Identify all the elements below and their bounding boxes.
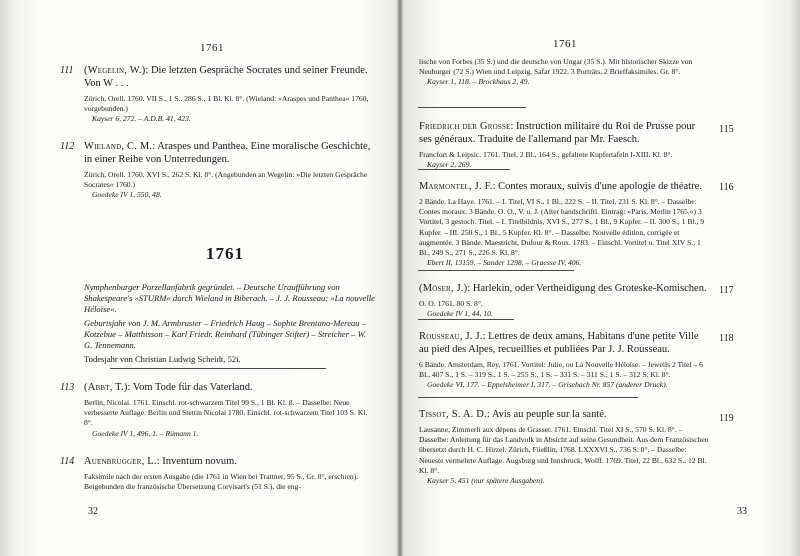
entry-title xyxy=(84,64,374,90)
section-rule xyxy=(418,107,526,108)
right-page xyxy=(403,0,800,556)
page-number: 32 xyxy=(88,506,98,517)
bibliography-entry xyxy=(419,408,734,486)
entry-author: Marmontel, J. F. xyxy=(419,181,493,192)
entry-author: Wieland, C. M. xyxy=(84,141,153,152)
entry-author: Auenbrugger, L. xyxy=(84,456,157,467)
entry-number: 112 xyxy=(60,141,75,152)
section-rule xyxy=(418,169,510,170)
entry-number: 114 xyxy=(60,456,75,467)
section-rule xyxy=(418,397,638,398)
entry-title xyxy=(84,140,376,166)
entry-title-text: : Contes moraux, suivis d'une apologie de théatre. xyxy=(492,181,702,192)
entry-references: Kayser 6, 272. – A.D.B. 41, 423. xyxy=(92,114,191,124)
section-rule xyxy=(418,319,514,320)
entry-title xyxy=(419,120,704,146)
entry-description: Lausanne, Zimmerli aux dépens de Grasset. 1761. Einschl. Titel XI S., 570 S. Kl. 8°. – Dasselbe: Anleitung für das Landvolk in Absicht auf seine Gesundheit. Aus dem Französischen übersetzt durch H. C. Hirzel. Zürich, Füeßlin, 1768. LXXXVI S., 736 S. 8°. – Dasselbe: Neueste vermehrte Auflage. Augsburg und Innsbruck, Wolff. 1769. Titel, 22 Bl., 632 S., 12 Bl. Kl. 8°. xyxy=(419,425,709,475)
bibliography-entry xyxy=(60,140,376,201)
bibliography-entry xyxy=(419,180,734,268)
bibliography-entry xyxy=(419,120,734,170)
entry-number: 119 xyxy=(719,413,734,424)
bibliography-entry xyxy=(60,381,376,439)
entry-description: Francfort & Leipsic. 1761. Titel, 2 Bl., 164 S., gefaltete Kupfertafeln I-XIII. Kl. 8°. xyxy=(419,150,673,159)
section-rule xyxy=(418,270,574,271)
entry-references: Kayser 2, 269. xyxy=(427,160,472,170)
entry-title xyxy=(84,455,376,468)
entry-author: (Möser, J.) xyxy=(419,283,468,294)
bibliography-entry xyxy=(419,282,734,319)
entry-title-text: : Lettres de deux amans, Habitans d'une petite Ville au pied des Alpes, recueillies et publiées Par J. J. Rousseau. xyxy=(419,331,699,355)
entry-title xyxy=(84,381,376,394)
entry-description: O. O. 1761. 80 S. 8°. xyxy=(419,299,483,308)
entry-title xyxy=(419,180,709,193)
entry-number: 111 xyxy=(60,65,74,76)
bibliography-entry xyxy=(60,64,374,125)
entry-number: 117 xyxy=(719,285,734,296)
chronicle-deaths: Todesjahr von Christian Ludwig Scheidt, 52i. xyxy=(84,354,241,364)
entry-author: (Abbt, T.) xyxy=(84,382,128,393)
page-number: 33 xyxy=(737,506,747,517)
entry-author: Tissot, S. A. D. xyxy=(419,409,487,420)
entry-references: Goedeke VI, 177. – Eppelsheimer I, 317. – Grisebach Nr. 857 (anderer Druck). xyxy=(427,380,668,390)
bibliography-entry xyxy=(419,330,734,391)
section-rule xyxy=(110,368,326,369)
entry-references: Kayser 5, 451 (nur spätere Ausgaben). xyxy=(427,476,545,486)
entry-title-text: : Instruction militaire du Roi de Prusse pour ses généraux. Traduite de l'allemand par Mr. Faesch. xyxy=(419,121,696,145)
entry-references: Kayser 1, 118. – Brockhaus 2, 49. xyxy=(427,77,530,87)
entry-author: Rousseau, J. J. xyxy=(419,331,483,342)
entry-title-text: : Die letzten Gespräche Socrates und seiner Freunde. Von W . . . xyxy=(84,65,368,89)
entry-number: 116 xyxy=(719,182,734,193)
entry-description: lische von Forbes (35 S.) und die deutsche von Ungar (35 S.). Mit historischer Skizze von Neuburger (72 S.) Wien und Leipzig, Safar 1922. 3 Porträts, 2 Brieffaksimiles. Gr. 8°. xyxy=(419,57,693,77)
entry-title xyxy=(419,282,709,295)
entry-number: 115 xyxy=(719,124,734,135)
chronicle-events: Nymphenburger Porzellanfabrik gegründet. – Deutsche Uraufführung von Shakespeare's »STURM« durch Wieland in Biberach. – J. J. Rousseau: »La nouvelle Héloïse«. xyxy=(84,282,375,314)
year-chronicle xyxy=(84,282,376,368)
entry-description: Zürich, Orell. 1760. XVI S., 262 S. Kl. 8°. (Angebunden an Wegelin: »Die letzten Gespräche Socrates« 1760.) xyxy=(84,170,368,190)
entry-title-text: : Harlekin, oder Vertheidigung des Groteske-Komischen. xyxy=(467,283,707,294)
entry-author: Friedrich der Grosse xyxy=(419,121,511,132)
entry-description: 6 Bände. Amsterdam, Rey, 1761. Vortitel: Julie, ou La Nouvelle Héloïse. – Jeweils 2 Titel – 6 Bl., 407 S., 1 S. – 319 S., 1 S. – 255 S., 1 S. – 331 S. – 311 S., 1 S. – 312 S. Kl. 8°. xyxy=(419,360,703,380)
entry-title-text: : Araspes und Panthea. Eine moralische Geschichte, in einer Reihe von Unterredungen. xyxy=(84,141,371,165)
chronicle-births: Geburtsjahr von J. M. Armbruster – Friedrich Haug – Sophie Brentano-Mereau – Kotzebue – Matthisson – Karl Friedr. Reinhard (Tübinger Stifter) – Streicher – W. G. Tennemann. xyxy=(84,318,367,350)
year-heading: 1761 xyxy=(206,244,244,263)
entry-title-text: : Vom Tode für das Vaterland. xyxy=(127,382,253,393)
entry-title-text: : Avis au peuple sur la santé. xyxy=(486,409,607,420)
entry-title-text: : Inventum novum. xyxy=(156,456,237,467)
entry-description: Berlin, Nicolai. 1761. Einschl. rot-schwarzem Titel 99 S., 1 Bl. Kl. 8. – Dasselbe: Neue verbesserte Auflage. Berlin und Stettin Nicolai 1780. Einschl. rot-schwarzem Titel 103 S. Kl. 8°. xyxy=(84,398,368,428)
entry-number: 118 xyxy=(719,333,734,344)
bibliography-entry xyxy=(60,455,376,492)
entry-number: 113 xyxy=(60,382,75,393)
entry-description: 2 Bände. La Haye. 1761. – I. Titel, VI S., 1 Bl., 222 S. – II. Titel, 231 S. Kl. 8°. – Dasselbe: Contes moraux. 3 Bände. O. O., V. u. J. (Alter handschriftl. Eintrag: »Paris, Merlin 1765.«) 3 Vortitel, 3 gestoch. Titel. – I. Titelbildnis, XVI S., 277 S., 1 Bl., 9 Kupfer. – II. 300 S., 1 Bl., 9 Kupfer. – III. 250 S., 1 Bl., 5 Kupfer. Kl. 8°. – Dasselbe: Nouvelle édition, corrigée et augmentée. 3 Bände. Maestricht, Dufour & Roux. 1783. – Einschl. Vortitel u. Titel XIV S., 1 Bl., 249 S., 271 S., 226 S. Kl. 8°. xyxy=(419,197,705,258)
entry-author: (Wegelin, W.) xyxy=(84,65,146,76)
left-page xyxy=(0,0,397,556)
entry-references: Goedeke IV 1, 550, 48. xyxy=(92,190,162,200)
running-head: 1761 xyxy=(553,38,577,50)
entry-references: Ebert II, 13159. – Sander 1298. – Graesse IV, 406. xyxy=(427,258,582,268)
entry-references: Goedeke IV 1, 496, 1. – Rümann 1. xyxy=(92,428,199,438)
entry-description: Faksimile nach der ersten Ausgabe (die 1761 in Wien bei Trattner, 95 S., Gr. 8°, erschien). Beigebunden die französische Übersetzung Corvisart's (51 S.), die eng- xyxy=(84,472,359,492)
entry-title xyxy=(419,330,709,356)
entry-description: Zürich, Orell. 1760. VII S., 1 S., 286 S., 1 Bl. Kl. 8°. (Wieland: »Araspes und Panthea« 1760, vorgebunden.) xyxy=(84,94,369,114)
running-head: 1761 xyxy=(200,42,224,54)
entry-title xyxy=(419,408,709,421)
entry-continuation xyxy=(419,57,719,88)
entry-references: Goedeke IV 1, 44, 10. xyxy=(427,309,493,319)
